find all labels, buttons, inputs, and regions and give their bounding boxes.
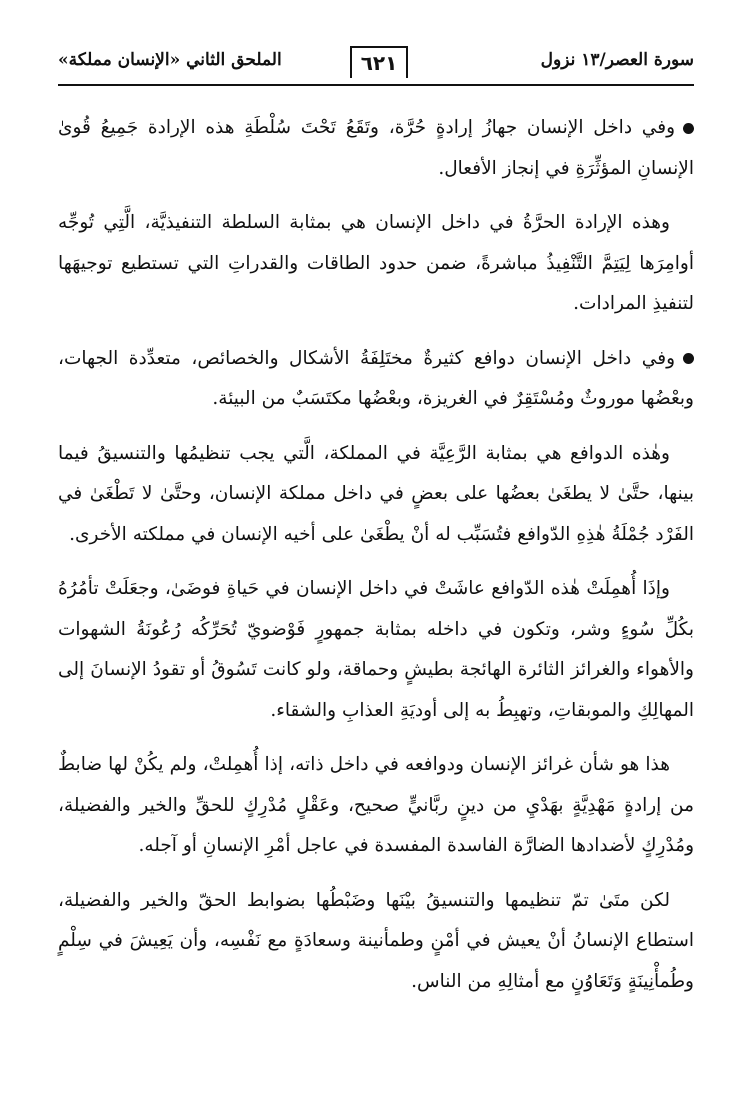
paragraph-text: لكن متَىٰ تمّ تنظيمها والتنسيقُ بيْنَها وضَبْطُها بضوابط الحقّ والخير والفضيلة، استطاع الإنسانُ أنْ يعيش في أمْنٍ وطمأنينة وسعادَةٍ مع نَفْسِه، وأن يَعِيشَ في سِلْمٍ وطُمأْنِينَةٍ وَتَعَاوُنٍ مع أمثالِهِ من الناس. xyxy=(58,889,694,992)
paragraph xyxy=(58,745,694,867)
paragraph-text: وهٰذه الدوافع هي بمثابة الرَّعِيَّة في المملكة، الَّتي يجب تنظيمُها والتنسيقُ فيما بينها، حتَّىٰ لا يطغَىٰ بعضُها على بعضٍ في داخل مملكة الإنسان، وحتَّىٰ لا تَطْغَىٰ في الفَرْد جُمْلَةُ هٰذِهِ الدّوافع فتُسَبِّب له أنْ يطْغَىٰ على أخيه الإنسان في مملكته الأخرى. xyxy=(58,442,694,545)
paragraph-text: وهذه الإرادة الحرَّةُ في داخل الإنسان هي بمثابة السلطة التنفيذيَّة، الَّتِي تُوجِّه أوامِرَها لِيَتِمَّ التَّنْفِيذُ مباشرةً، ضمن حدود الطاقات والقدراتِ التي تستطيع توجيهَها لتنفيذِ المرادات. xyxy=(58,212,694,314)
paragraph xyxy=(58,203,694,325)
section-title: الملحق الثاني «الإنسان مملكة» xyxy=(58,50,282,70)
body-text xyxy=(58,108,694,1016)
paragraph xyxy=(58,339,694,420)
paragraph xyxy=(58,434,694,556)
bullet-icon xyxy=(683,353,694,364)
paragraph-text: وفي داخل الإنسان جهازُ إرادةٍ حُرَّة، وتَقَعُ تَحْتَ سُلْطَةِ هذه الإرادة جَمِيعُ قُوىٰ الإنسانِ المؤثِّرَةِ في إنجاز الأفعال. xyxy=(58,117,694,179)
paragraph xyxy=(58,569,694,731)
running-header xyxy=(58,40,694,86)
paragraph-text: وفي داخل الإنسان دوافع كثيرةٌ مختَلِفَةُ الأشكال والخصائص، متعدِّدة الجهات، وبعْضُها موروثٌ ومُسْتَقِرٌ في الغريزة، وبعْضُها مكتَسَبٌ من البيئة. xyxy=(58,347,694,409)
bullet-icon xyxy=(683,123,694,134)
page-number: ٦٢١ xyxy=(350,46,408,78)
paragraph-text: وإذَا أُهمِلَتْ هٰذه الدّوافع عاشَتْ في داخل الإنسان في حَياةِ فوضَىٰ، وجعَلَتْ تأمُرُهُ بكُلِّ سُوءٍ وشر، وتكون في داخله بمثابة جمهورٍ فَوْضويّ تُحَرِّكُه رُعُونَةُ الشهوات والأهواء والغرائز الثائرة الهائجة بطيشٍ وحماقة، ولو كانت تَسُوقُ أو تقودُ الإنسانَ إلى المهالِكِ والموبقاتِ، وتهبِطُ به إلى أوديَةِ العذابِ والشقاء. xyxy=(58,578,694,721)
paragraph xyxy=(58,881,694,1003)
chapter-title: سورة العصر/١٣ نزول xyxy=(540,50,694,70)
paragraph xyxy=(58,108,694,189)
paragraph-text: هذا هو شأن غرائز الإنسان ودوافعه في داخل ذاته، إذا أُهمِلتْ، ولم يكُنْ لها ضابطٌ من إرادةٍ مَهْدِيَّةٍ بهَدْيِ من دينٍ ربَّانيٍّ صحيح، وعَقْلٍ مُدْرِكٍ للحقِّ والخير والفضيلة، ومُدْرِكٍ لأضدادها الضارَّة الفاسدة المفسدة في عاجل أمْرِ الإنسانِ أو آجله. xyxy=(58,754,694,856)
